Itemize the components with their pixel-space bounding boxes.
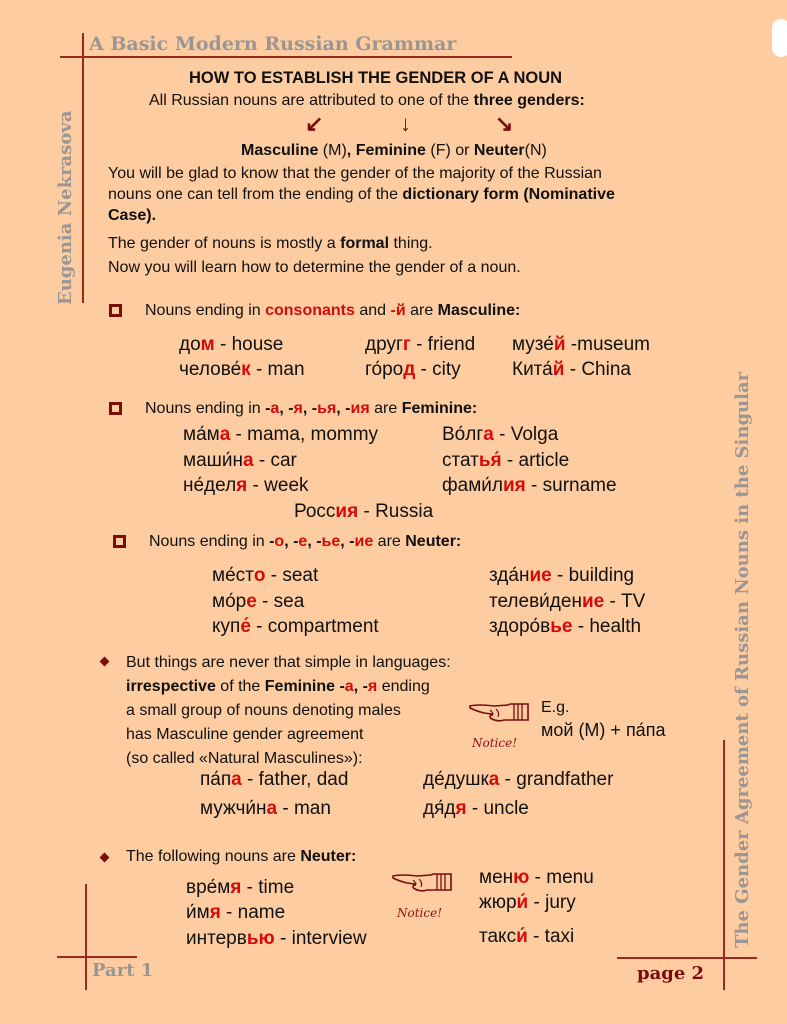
author-vertical-label: Eugenia Nekrasova — [55, 110, 76, 305]
neuter-exception-example: жюри́ - jury — [479, 892, 576, 913]
intro-paragraph-1: You will be glad to know that the gender of the majority of the Russian nouns one can tell from the ending of the dictionary form (Nominative Case). — [108, 165, 615, 224]
neuter-exceptions-rule: The following nouns are Neuter: — [126, 848, 357, 865]
natural-masculine-example: дя́дя - uncle — [423, 798, 529, 819]
pointing-hand-icon — [468, 700, 530, 724]
frame-line-left-top — [82, 33, 84, 303]
natural-masculine-example: де́душка - grandfather — [423, 769, 614, 790]
square-bullet-icon — [113, 535, 126, 548]
natural-masculine-example: па́па - father, dad — [200, 769, 349, 790]
neuter-exception-example: интервью - interview — [186, 928, 367, 949]
scrollbar-handle[interactable] — [772, 19, 787, 57]
neuter-example: ме́сто - seat — [212, 565, 319, 586]
natural-masculine-example: мужчи́на - man — [200, 798, 331, 819]
notice-label: Notice! — [472, 736, 518, 750]
example-label: E.g. — [541, 699, 570, 716]
arrow-down-left-icon: ↙ — [305, 111, 324, 136]
notice-label: Notice! — [397, 906, 443, 920]
neuter-example: здоро́вье - health — [489, 616, 642, 637]
feminine-example: маши́на - car — [183, 450, 297, 471]
intro-paragraph-2: The gender of nouns is mostly a formal thing. — [108, 235, 433, 252]
masculine-example: дом - house — [179, 334, 284, 355]
neuter-example: мо́ре - sea — [212, 591, 305, 612]
neuter-example: зда́ние - building — [489, 565, 635, 586]
frame-line-bottom-left — [57, 956, 137, 958]
feminine-example: Во́лга - Volga — [442, 424, 559, 445]
intro-line-1: All Russian nouns are attributed to one of the three genders: — [149, 92, 585, 109]
page-number: page 2 — [637, 963, 705, 984]
part-label: Part 1 — [92, 960, 154, 981]
arrow-down-right-icon: ↘ — [495, 111, 514, 136]
masculine-example: другг - friend — [365, 334, 476, 355]
frame-line-bottom-right — [617, 957, 757, 959]
arrow-down-icon: ↓ — [400, 111, 411, 136]
masculine-example: музе́й -museum — [512, 334, 650, 355]
feminine-example: статья́ - article — [442, 450, 570, 471]
feminine-rule: Nouns ending in -а, -я, -ья, -ия are Feminine: — [145, 400, 478, 417]
example-phrase: мой (М) + па́па — [541, 720, 666, 740]
neuter-exception-example: вре́мя - time — [186, 877, 295, 898]
neuter-example: телеви́дение - TV — [489, 591, 646, 612]
neuter-rule: Nouns ending in -о, -е, -ье, -ие are Neuter: — [149, 533, 462, 550]
neuter-exception-example: такси́ - taxi — [479, 926, 575, 947]
feminine-example: не́деля - week — [183, 475, 309, 496]
diamond-bullet-icon — [100, 853, 110, 863]
neuter-exception-example: меню - menu — [479, 867, 594, 888]
gender-list: Masculine (M), Feminine (F) or Neuter(N) — [241, 142, 547, 159]
diamond-bullet-icon — [100, 657, 110, 667]
natural-masculines-text: But things are never that simple in languages: irrespective of the Feminine -а, -я ending a small group of nouns denoting males has Masculine gender agreement (so called «Natural Masculines»): — [126, 654, 451, 767]
page-heading: HOW TO ESTABLISH THE GENDER OF A NOUN — [189, 69, 563, 87]
masculine-example: го́род - city — [365, 359, 461, 380]
neuter-exception-example: и́мя - name — [186, 902, 286, 923]
neuter-example: купе́ - compartment — [212, 616, 379, 637]
frame-line-top — [60, 56, 512, 58]
intro-paragraph-3: Now you will learn how to determine the gender of a noun. — [108, 259, 521, 276]
chapter-vertical-label: The Gender Agreement of Russian Nouns in the Singular — [732, 371, 753, 948]
feminine-example: ма́ма - mama, mommy — [183, 424, 379, 445]
book-title: A Basic Modern Russian Grammar — [89, 33, 457, 55]
square-bullet-icon — [109, 402, 122, 415]
masculine-rule: Nouns ending in consonants and -й are Masculine: — [145, 302, 521, 319]
masculine-example: челове́к - man — [179, 359, 305, 380]
square-bullet-icon — [109, 304, 122, 317]
frame-line-right — [723, 740, 725, 990]
frame-line-left-bottom — [85, 884, 87, 990]
pointing-hand-icon — [391, 870, 453, 894]
feminine-example: фами́лия - surname — [442, 475, 617, 496]
masculine-example: Кита́й - China — [512, 359, 631, 380]
feminine-example: Россия - Russia — [294, 501, 434, 522]
